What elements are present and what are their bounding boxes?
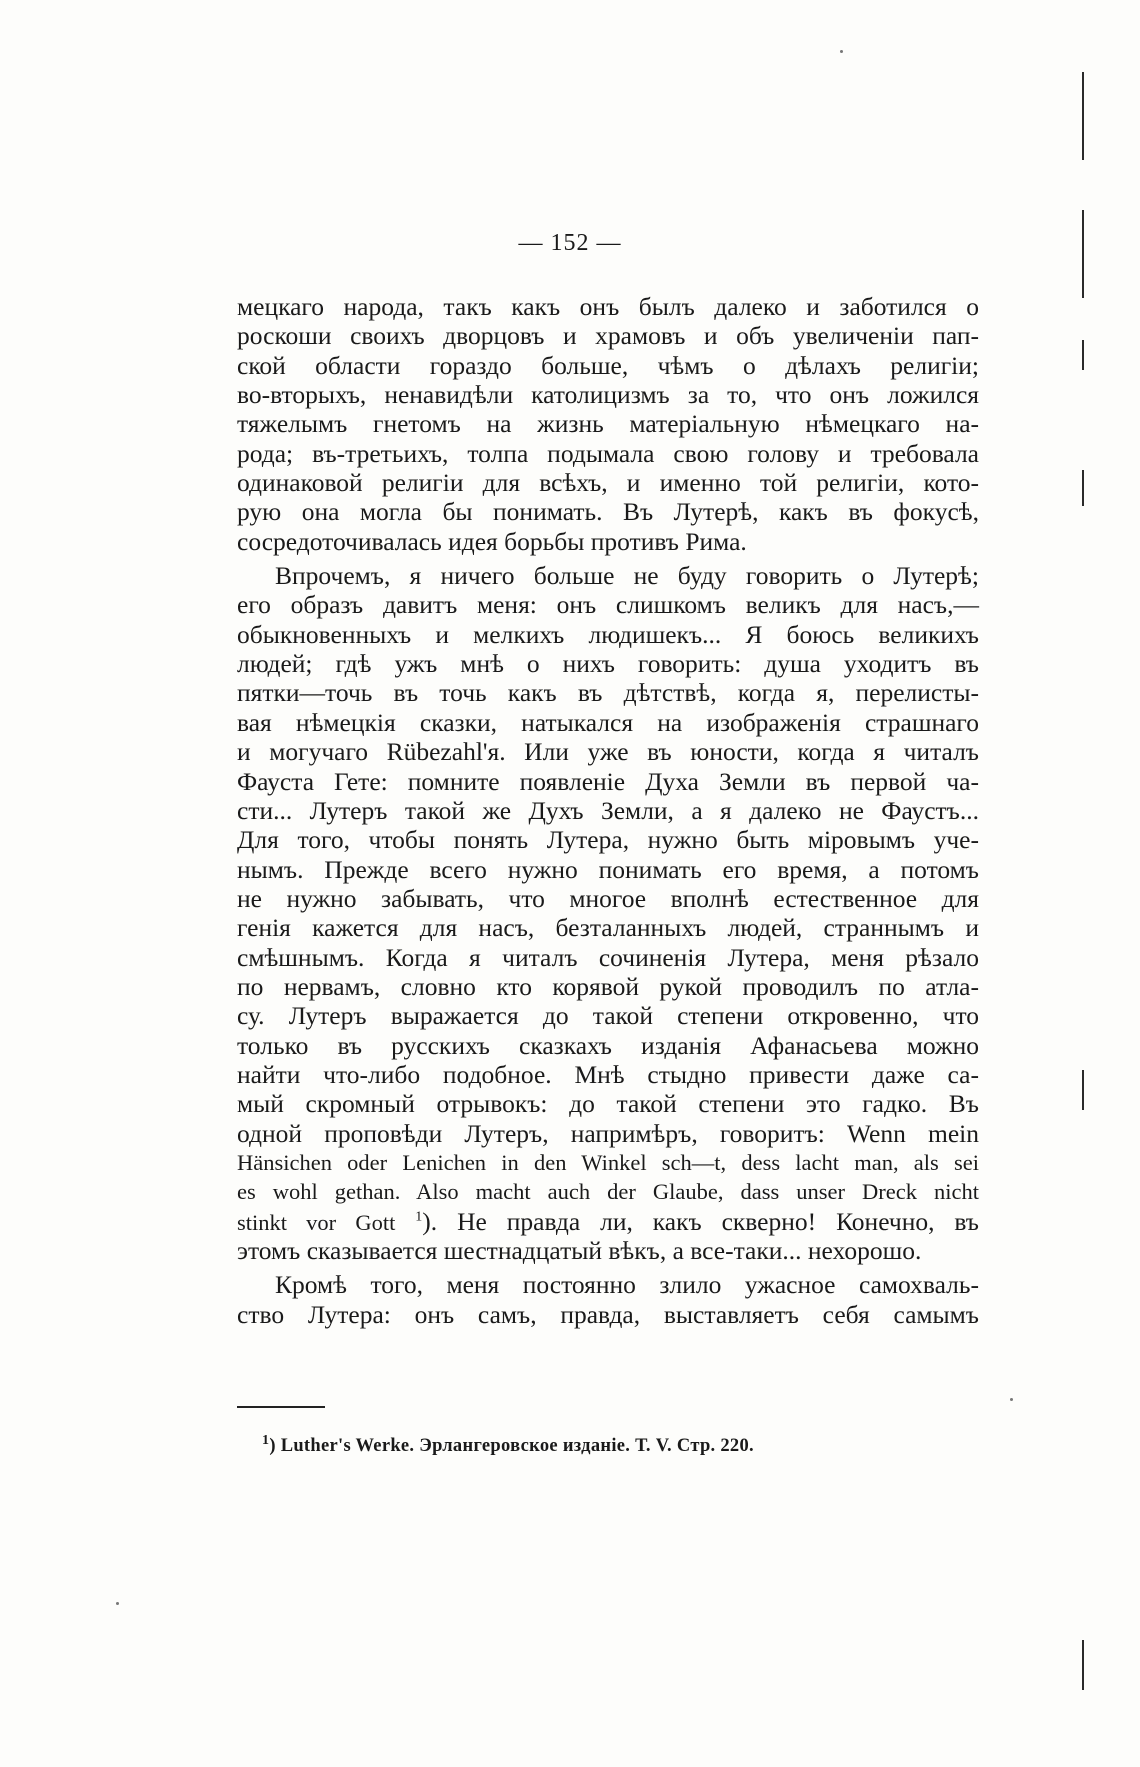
text-line: су. Лутеръ выражается до такой степени откровенно, что xyxy=(237,1001,979,1031)
text-line-latin: es wohl gethan. Also macht auch der Glaube, dass unser Dreck nicht xyxy=(237,1179,979,1205)
text-line: рую она могла бы понимать. Въ Лутерѣ, какъ въ фокусѣ, xyxy=(237,497,979,527)
scan-edge-mark xyxy=(1082,470,1084,506)
text-line: только въ русскихъ сказкахъ изданія Афанасьева можно xyxy=(237,1030,979,1060)
body-text xyxy=(237,292,979,1329)
scan-edge-mark xyxy=(1082,340,1084,370)
footnote xyxy=(262,1432,754,1457)
footnote-number: 1 xyxy=(262,1432,270,1448)
text-line: Кромѣ того, меня постоянно злило ужасное самохваль- xyxy=(275,1270,979,1300)
scan-edge-mark xyxy=(1082,72,1084,160)
text-line: тяжелымъ гнетомъ на жизнь матеріальную нѣмецкаго на- xyxy=(237,409,979,439)
text-line: не нужно забывать, что многое вполнѣ естественное для xyxy=(237,883,979,913)
text-line: найти что-либо подобное. Мнѣ стыдно привести даже са- xyxy=(237,1059,979,1089)
footnote-text: ) Luther's Werke. Эрлангеровское изданіе. Т. V. Стр. 220. xyxy=(269,1436,754,1456)
text-line: сосредоточивалась идея борьбы противъ Рима. xyxy=(237,526,747,556)
text-line: мый скромный отрывокъ: до такой степени это гадко. Въ xyxy=(237,1089,979,1119)
text-line: Фауста Гете: помните появленіе Духа Земли въ первой ча- xyxy=(237,766,979,796)
text-line-with-footnote xyxy=(237,1207,979,1236)
text-line: этомъ сказывается шестнадцатый вѣкъ, а все-таки... нехорошо. xyxy=(237,1236,922,1265)
text-line-latin: Hänsichen oder Lenichen in den Winkel sch—t, dess lacht man, als sei xyxy=(237,1149,979,1175)
footnote-divider xyxy=(237,1406,325,1408)
latin-phrase: stinkt vor Gott xyxy=(237,1209,396,1235)
text-line: пятки—точь въ точь какъ въ дѣтствѣ, когда я, перелисты- xyxy=(237,678,979,708)
text-line: смѣшнымъ. Когда я читалъ сочиненія Лутера, меня рѣзало xyxy=(237,942,979,972)
scan-edge-mark xyxy=(1082,1640,1084,1690)
text-line: генія кажется для насъ, безталанныхъ людей, страннымъ и xyxy=(237,913,979,943)
text-line: мецкаго народа, такъ какъ онъ былъ далеко и заботился о xyxy=(237,292,979,321)
text-line: одинаковой религіи для всѣхъ, и именно той религіи, кото- xyxy=(237,468,979,498)
page-number: — 152 — xyxy=(518,230,622,256)
text-line-tail: ). Не правда ли, какъ скверно! Конечно, въ xyxy=(422,1206,979,1236)
text-line: нымъ. Прежде всего нужно понимать его время, а потомъ xyxy=(237,854,979,884)
text-line: роскоши своихъ дворцовъ и храмовъ и объ увеличеніи пап- xyxy=(237,321,979,351)
text-line: ство Лутера: онъ самъ, правда, выставляетъ себя самымъ xyxy=(237,1299,979,1329)
scan-speck xyxy=(1010,1398,1013,1401)
text-line: во-вторыхъ, ненавидѣли католицизмъ за то, что онъ ложился xyxy=(237,380,979,410)
footnote-marker[interactable]: 1 xyxy=(415,1209,423,1225)
text-line: Впрочемъ, я ничего больше не буду говорить о Лутерѣ; xyxy=(275,561,979,591)
text-line: его образъ давитъ меня: онъ слишкомъ великъ для насъ,— xyxy=(237,590,979,620)
text-line: ской области гораздо больше, чѣмъ о дѣлахъ религіи; xyxy=(237,350,979,380)
scan-edge-mark xyxy=(1082,1070,1084,1110)
text-line: Для того, чтобы понять Лутера, нужно быть міровымъ уче- xyxy=(237,825,979,855)
text-line: рода; въ-третьихъ, толпа подымала свою голову и требовала xyxy=(237,438,979,468)
text-line: по нервамъ, словно кто корявой рукой проводилъ по атла- xyxy=(237,971,979,1001)
text-line: одной проповѣди Лутеръ, напримѣръ, говоритъ: Wenn mein xyxy=(237,1118,979,1148)
scan-speck xyxy=(840,50,843,53)
text-line: людей; гдѣ ужъ мнѣ о нихъ говорить: душа уходитъ въ xyxy=(237,649,979,679)
text-line: обыкновенныхъ и мелкихъ людишекъ... Я боюсь великихъ xyxy=(237,619,979,649)
scan-speck xyxy=(116,1602,119,1605)
text-line: и могучаго Rübezahl'я. Или уже въ юности, когда я читалъ xyxy=(237,737,979,767)
text-line: сти... Лутеръ такой же Духъ Земли, а я далеко не Фаустъ... xyxy=(237,795,979,825)
text-line: вая нѣмецкія сказки, натыкался на изображенія страшнаго xyxy=(237,707,979,737)
